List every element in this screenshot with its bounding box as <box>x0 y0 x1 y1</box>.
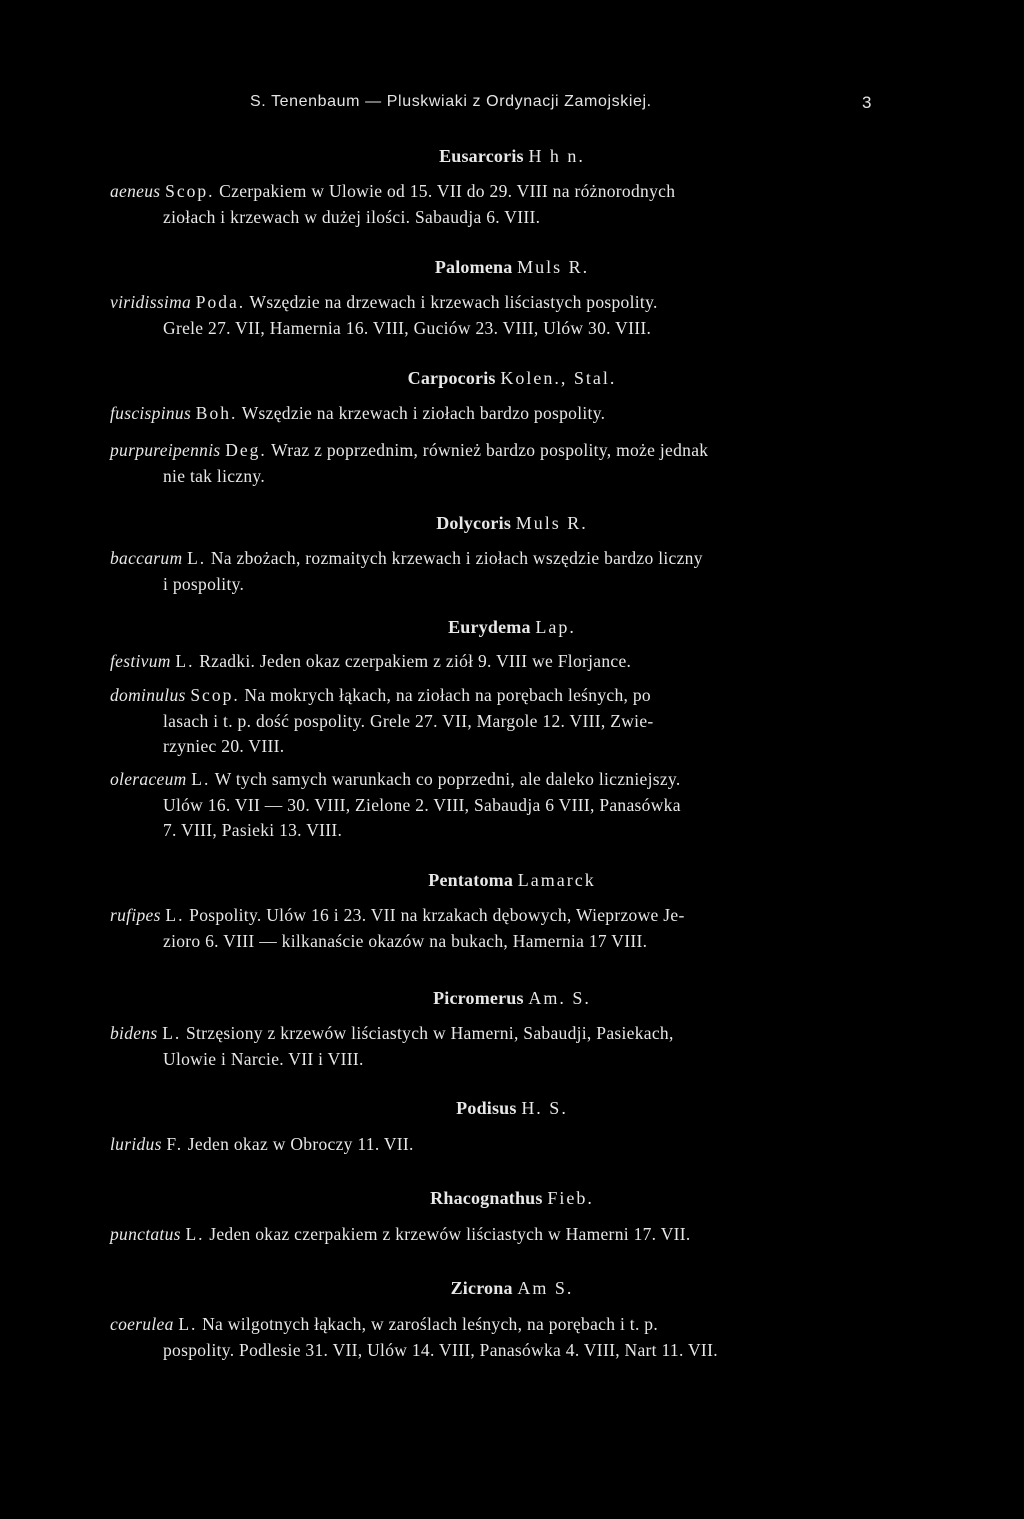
entry-line <box>110 1132 870 1158</box>
genus-heading-eusarcoris <box>0 146 1024 167</box>
entry-line <box>110 401 870 427</box>
genus-authority: Lamarck <box>517 870 596 890</box>
genus-authority: Am S. <box>517 1278 574 1298</box>
entry-line: nie tak liczny. <box>163 465 266 486</box>
entry-line <box>110 1312 870 1338</box>
genus-heading-podisus <box>0 1098 1024 1119</box>
entry-line: 7. VIII, Pasieki 13. VIII. <box>163 820 343 841</box>
species-authority: Poda. <box>195 292 246 312</box>
genus-heading-eurydema <box>0 617 1024 638</box>
genus-authority: H h n. <box>528 146 585 166</box>
species-authority: L. <box>178 1314 198 1334</box>
entry-line <box>110 649 870 675</box>
species-authority: F. <box>166 1134 184 1154</box>
species-authority: Scop. <box>190 685 240 705</box>
genus-heading-rhacognathus <box>0 1188 1024 1209</box>
entry-text: Na wilgotnych łąkach, w zaroślach leśnych, na porębach i t. p. <box>202 1314 659 1334</box>
entry-line <box>110 438 870 464</box>
entry-text: Wszędzie na drzewach i krzewach liściastych pospolity. <box>249 292 658 312</box>
species-name: festivum <box>110 651 171 671</box>
genus-name: Picromerus <box>433 988 524 1008</box>
species-name: purpureipennis <box>110 440 221 460</box>
entry-line <box>110 683 870 709</box>
genus-authority: H. S. <box>521 1098 568 1118</box>
species-entry-festivum <box>110 649 870 675</box>
species-authority: L. <box>162 1023 182 1043</box>
genus-heading-pentatoma <box>0 870 1024 891</box>
species-authority: L. <box>175 651 195 671</box>
species-name: fuscispinus <box>110 403 192 423</box>
species-entry-rufipes <box>110 903 870 954</box>
genus-name: Zicrona <box>450 1278 513 1298</box>
species-entry-dominulus <box>110 683 870 760</box>
entry-line: ziołach i krzewach w dużej ilości. Sabaudja 6. VIII. <box>163 206 541 227</box>
genus-authority: Kolen., Stal. <box>500 368 617 388</box>
species-name: aeneus <box>110 181 161 201</box>
genus-heading-carpocoris <box>0 368 1024 389</box>
species-name: coerulea <box>110 1314 174 1334</box>
entry-line: Ulowie i Narcie. VII i VIII. <box>163 1048 364 1069</box>
species-name: viridissima <box>110 292 192 312</box>
entry-line: lasach i t. p. dość pospolity. Grele 27. VII, Margole 12. VIII, Zwie- <box>163 710 654 731</box>
entry-line: Grele 27. VII, Hamernia 16. VIII, Guciów 23. VIII, Ulów 30. VIII. <box>163 317 652 338</box>
genus-name: Rhacognathus <box>430 1188 543 1208</box>
entry-text: Wraz z poprzednim, również bardzo pospolity, może jednak <box>271 440 709 460</box>
entry-line <box>110 1222 870 1248</box>
species-authority: L. <box>187 548 207 568</box>
species-entry-aeneus <box>110 179 870 230</box>
genus-name: Pentatoma <box>428 870 514 890</box>
species-authority: Scop. <box>165 181 215 201</box>
species-name: rufipes <box>110 905 161 925</box>
page-number: 3 <box>862 93 872 112</box>
species-name: luridus <box>110 1134 162 1154</box>
genus-name: Eurydema <box>448 617 531 637</box>
entry-text: Czerpakiem w Ulowie od 15. VII do 29. VIII na różnorodnych <box>219 181 676 201</box>
entry-text: Jeden okaz czerpakiem z krzewów liściastych w Hamerni 17. VII. <box>209 1224 691 1244</box>
species-name: bidens <box>110 1023 158 1043</box>
genus-heading-picromerus <box>0 988 1024 1009</box>
genus-authority: Am. S. <box>528 988 591 1008</box>
genus-authority: Lap. <box>535 617 576 637</box>
species-name: punctatus <box>110 1224 181 1244</box>
genus-name: Dolycoris <box>436 513 512 533</box>
entry-line <box>110 1021 870 1047</box>
genus-name: Podisus <box>456 1098 517 1118</box>
entry-text: Jeden okaz w Obroczy 11. VII. <box>187 1134 414 1154</box>
genus-heading-palomena <box>0 257 1024 278</box>
genus-heading-dolycoris <box>0 513 1024 534</box>
species-authority: Boh. <box>195 403 238 423</box>
entry-line <box>110 767 870 793</box>
genus-authority: Muls R. <box>517 257 590 277</box>
species-authority: Deg. <box>225 440 267 460</box>
entry-text: Na mokrych łąkach, na ziołach na porębach leśnych, po <box>244 685 651 705</box>
entry-line: pospolity. Podlesie 31. VII, Ulów 14. VIII, Panasówka 4. VIII, Nart 11. VII. <box>163 1339 718 1360</box>
species-entry-fuscispinus <box>110 401 870 427</box>
species-entry-oleraceum <box>110 767 870 844</box>
entry-text: Strzęsiony z krzewów liściastych w Hamerni, Sabaudji, Pasiekach, <box>185 1023 674 1043</box>
genus-authority: Fieb. <box>547 1188 594 1208</box>
genus-heading-zicrona <box>0 1278 1024 1299</box>
entry-text: W tych samych warunkach co poprzedni, ale daleko liczniejszy. <box>214 769 681 789</box>
entry-line <box>110 290 870 316</box>
genus-name: Carpocoris <box>407 368 496 388</box>
entry-line: rzyniec 20. VIII. <box>163 736 285 757</box>
entry-text: Wszędzie na krzewach i ziołach bardzo pospolity. <box>241 403 606 423</box>
species-name: baccarum <box>110 548 183 568</box>
entry-text: Rzadki. Jeden okaz czerpakiem z ziół 9. VIII we Florjance. <box>199 651 632 671</box>
entry-line <box>110 903 870 929</box>
species-entry-baccarum <box>110 546 870 597</box>
species-entry-viridissima <box>110 290 870 341</box>
genus-name: Palomena <box>434 257 513 277</box>
entry-line <box>110 179 870 205</box>
species-name: dominulus <box>110 685 186 705</box>
species-authority: L. <box>165 905 185 925</box>
running-title: S. Tenenbaum — Pluskwiaki z Ordynacji Zamojskiej. <box>250 93 652 110</box>
species-name: oleraceum <box>110 769 187 789</box>
entry-line <box>110 546 870 572</box>
species-entry-bidens <box>110 1021 870 1072</box>
genus-name: Eusarcoris <box>439 146 524 166</box>
species-entry-purpureipennis <box>110 438 870 489</box>
entry-line: Ulów 16. VII — 30. VIII, Zielone 2. VIII, Sabaudja 6 VIII, Panasówka <box>163 794 681 815</box>
species-entry-coerulea <box>110 1312 870 1363</box>
species-entry-luridus <box>110 1132 870 1158</box>
species-authority: L. <box>191 769 211 789</box>
entry-text: Na zbożach, rozmaitych krzewach i ziołach wszędzie bardzo liczny <box>210 548 703 568</box>
species-authority: L. <box>185 1224 205 1244</box>
entry-line: zioro 6. VIII — kilkanaście okazów na bukach, Hamernia 17 VIII. <box>163 930 648 951</box>
genus-authority: Muls R. <box>515 513 588 533</box>
entry-line: i pospolity. <box>163 573 245 594</box>
species-entry-punctatus <box>110 1222 870 1248</box>
entry-text: Pospolity. Ulów 16 i 23. VII na krzakach dębowych, Wieprzowe Je- <box>189 905 685 925</box>
